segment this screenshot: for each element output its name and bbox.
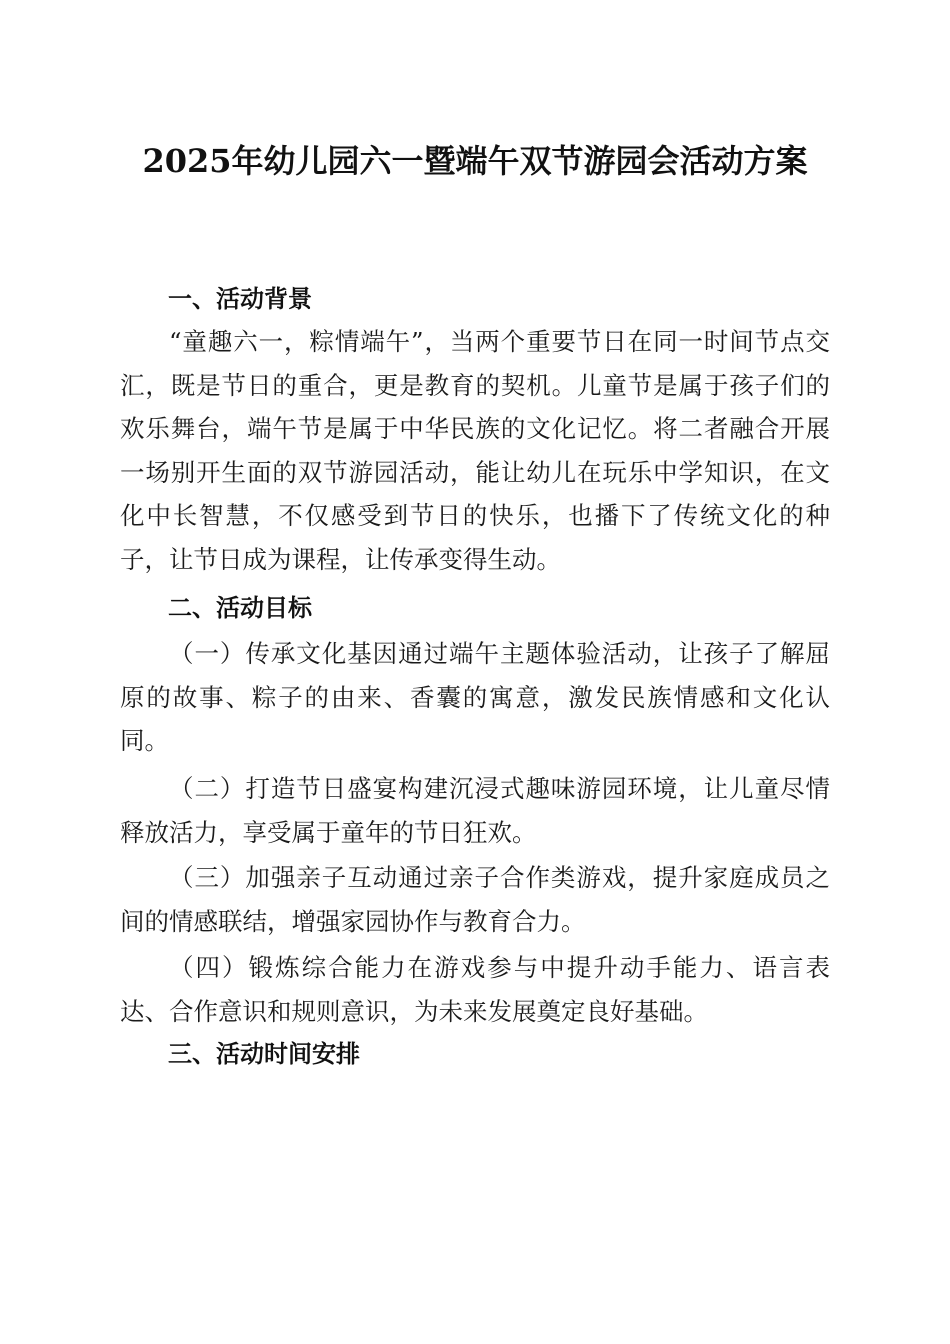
section-heading-schedule: 三、活动时间安排 <box>168 1040 360 1068</box>
section-heading-goals: 二、活动目标 <box>168 594 312 622</box>
goal-paragraph-2: （二）打造节日盛宴构建沉浸式趣味游园环境，让儿童尽情释放活力，享受属于童年的节日狂欢。 <box>120 774 830 847</box>
background-paragraph: “童趣六一，粽情端午”，当两个重要节日在同一时间节点交汇，既是节日的重合，更是教育的契机。儿童节是属于孩子们的欢乐舞台，端午节是属于中华民族的文化记忆。将二者融合开展一场别开生面的双节游园活动，能让幼儿在玩乐中学知识，在文化中长智慧，不仅感受到节日的快乐，也播下了传统文化的种子，让节日成为课程，让传承变得生动。 <box>120 327 830 574</box>
document-title: 2025年幼儿园六一暨端午双节游园会活动方案 <box>142 142 808 180</box>
goal-paragraph-4: （四）锻炼综合能力在游戏参与中提升动手能力、语言表达、合作意识和规则意识，为未来发展奠定良好基础。 <box>120 953 830 1026</box>
goal-paragraph-3: （三）加强亲子互动通过亲子合作类游戏，提升家庭成员之间的情感联结，增强家园协作与教育合力。 <box>120 863 830 936</box>
goal-paragraph-1: （一）传承文化基因通过端午主题体验活动，让孩子了解屈原的故事、粽子的由来、香囊的寓意，激发民族情感和文化认同。 <box>120 639 830 755</box>
section-heading-background: 一、活动背景 <box>168 285 312 313</box>
